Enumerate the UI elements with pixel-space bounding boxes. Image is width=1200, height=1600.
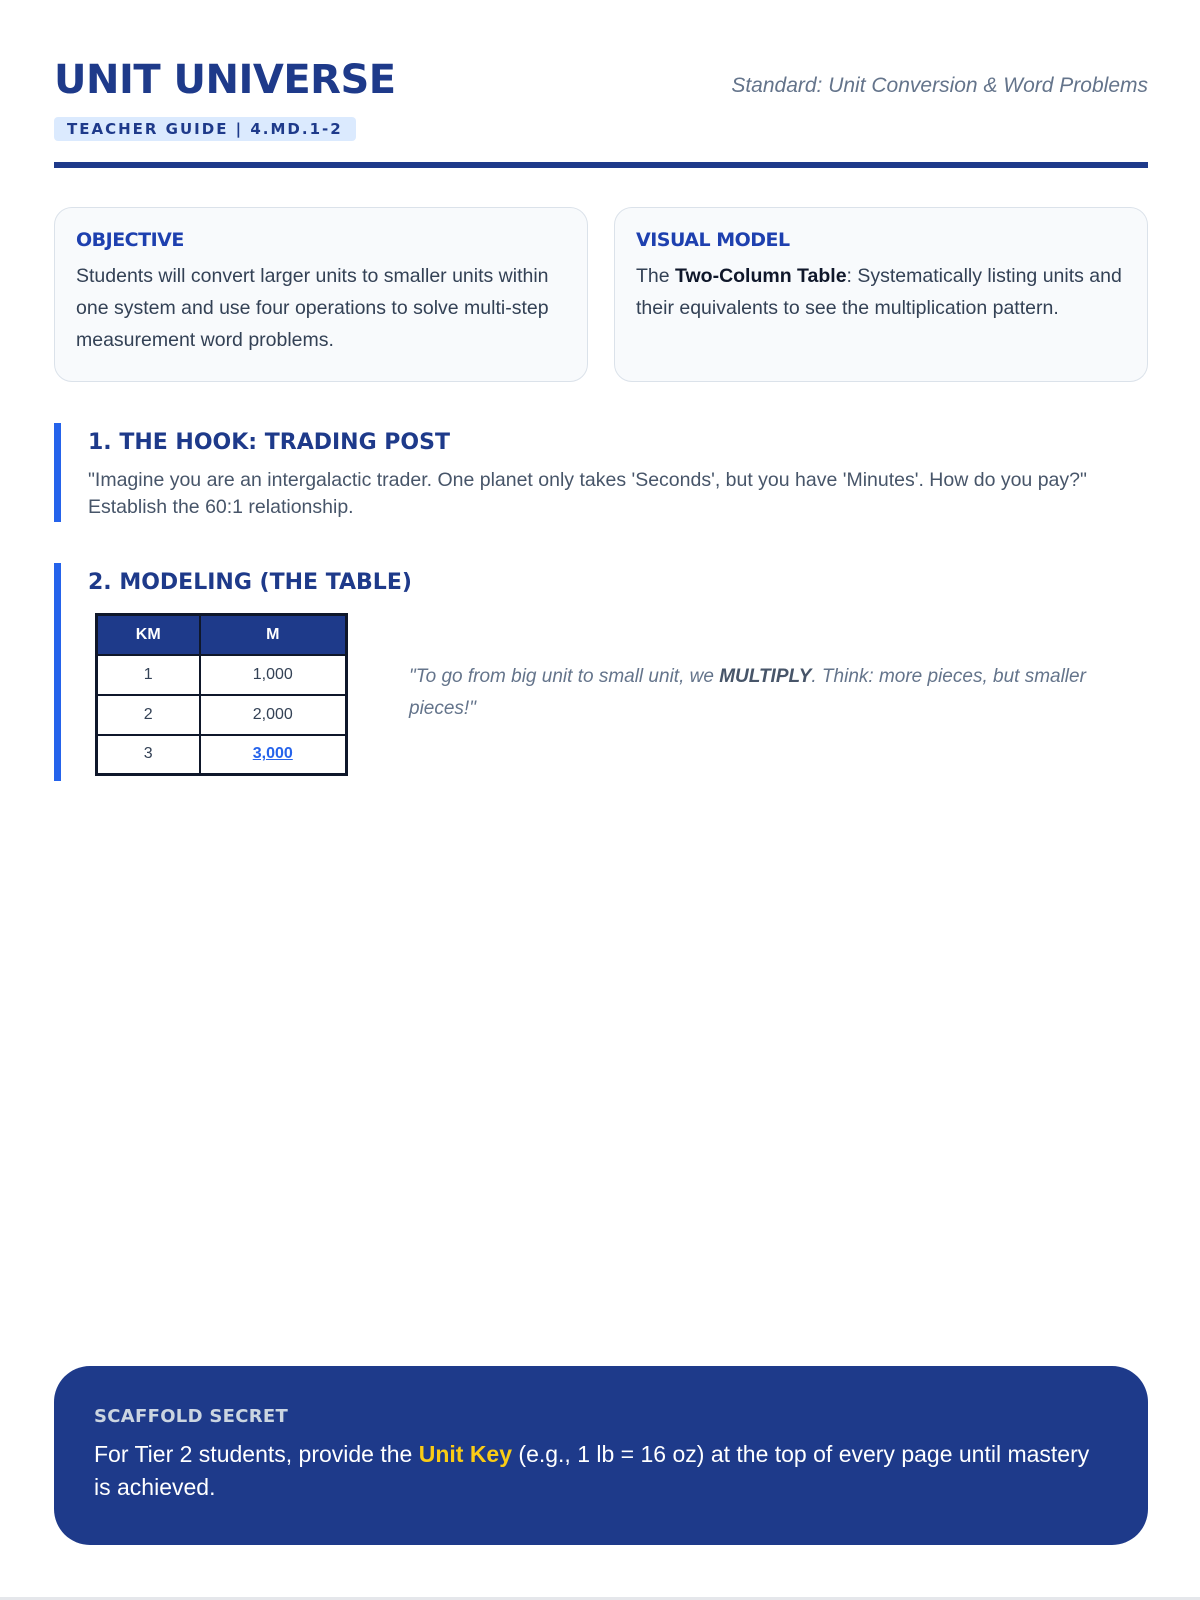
- table-cell-km: 3: [97, 735, 200, 775]
- scaffold-secret-box: [54, 1366, 1148, 1545]
- scaffold-prefix: For Tier 2 students, provide the: [94, 1441, 419, 1467]
- hook-title: 1. THE HOOK: TRADING POST: [88, 430, 450, 455]
- scaffold-suffix: (e.g., 1 lb = 16 oz) at the top of every page until mastery is achieved.: [94, 1441, 1090, 1500]
- modeling-title: 2. MODELING (THE TABLE): [88, 570, 412, 595]
- table-header-m: M: [200, 615, 347, 655]
- scaffold-text: [94, 1438, 1108, 1504]
- table-row: [97, 735, 347, 775]
- table-cell-km: 1: [97, 655, 200, 695]
- visual-model-bold: Two-Column Table: [675, 265, 847, 287]
- visual-model-card: [614, 207, 1148, 382]
- teacher-guide-page: [54, 0, 1148, 1600]
- table-header-row: [97, 615, 347, 655]
- table-row: [97, 695, 347, 735]
- standard-label: Standard: Unit Conversion & Word Problems: [731, 74, 1148, 97]
- objective-title: OBJECTIVE: [76, 229, 184, 251]
- page-title: UNIT UNIVERSE: [54, 57, 396, 103]
- guide-badge: TEACHER GUIDE | 4.MD.1-2: [54, 117, 356, 141]
- hook-text: "Imagine you are an intergalactic trader. One planet only takes 'Seconds', but you have 'Minutes'. How do you pay?" Establish the 60:1 relationship.: [88, 469, 1087, 518]
- scaffold-bold: Unit Key: [418, 1441, 513, 1467]
- quote-suffix: . Think: more pieces, but smaller pieces!": [409, 666, 1086, 719]
- visual-model-suffix: : Systematically listing units and their equivalents to see the multiplication pattern.: [636, 265, 1122, 319]
- header: [54, 56, 1148, 168]
- table-cell-m-highlighted: 3,000: [200, 735, 347, 775]
- visual-model-text: [636, 260, 1126, 324]
- table-cell-m: 2,000: [200, 695, 347, 735]
- quote-bold: MULTIPLY: [719, 666, 812, 687]
- scaffold-title: SCAFFOLD SECRET: [94, 1406, 289, 1427]
- table-row: [97, 655, 347, 695]
- objective-card: [54, 207, 588, 382]
- objective-text: Students will convert larger units to smaller units within one system and use four operations to solve multi-step measurement word problems.: [76, 265, 549, 351]
- modeling-section: [54, 563, 1148, 781]
- hook-section: [54, 423, 1148, 522]
- visual-model-title: VISUAL MODEL: [636, 229, 790, 251]
- table-cell-m: 1,000: [200, 655, 347, 695]
- visual-model-prefix: The: [636, 265, 676, 287]
- table-header-km: KM: [97, 615, 200, 655]
- quote-prefix: "To go from big unit to small unit, we: [409, 666, 720, 687]
- conversion-table: [95, 613, 348, 776]
- modeling-quote: [409, 661, 1129, 725]
- table-cell-km: 2: [97, 695, 200, 735]
